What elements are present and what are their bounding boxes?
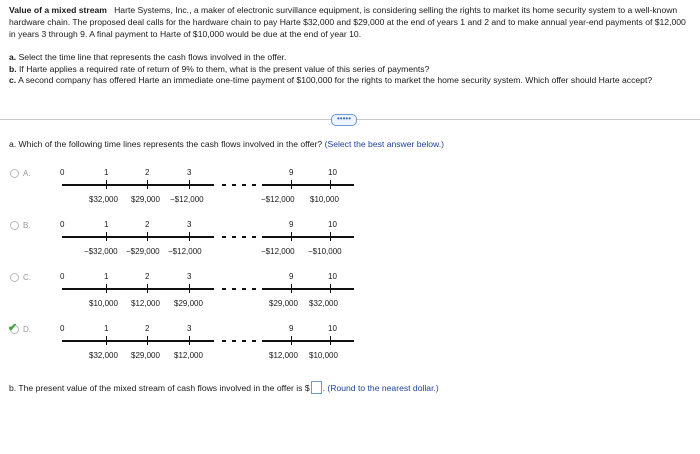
axis-dash: [242, 340, 246, 342]
year-label: 1: [104, 324, 109, 333]
cash-flow-1: $10,000: [89, 299, 118, 308]
cash-flow-1: −$32,000: [84, 247, 118, 256]
tick: [106, 232, 107, 241]
part-b: b. If Harte applies a required rate of return of 9% to them, what is the present value of this series of payments?: [9, 63, 430, 74]
cash-flow-3: −$12,000: [168, 247, 202, 256]
option-label: C.: [23, 273, 31, 282]
part-c: c. A second company has offered Harte an immediate one-time payment of $100,000 for the rights to market the home security system. Which offer should Harte accept?: [9, 75, 653, 85]
year-label: 9: [289, 168, 294, 177]
tick: [291, 284, 292, 293]
tick: [330, 284, 331, 293]
year-label: 1: [104, 168, 109, 177]
tick: [291, 180, 292, 189]
cash-flow-3: $29,000: [174, 299, 203, 308]
timeline-axis: [62, 288, 214, 290]
cash-flow-2: $29,000: [131, 195, 160, 204]
cash-flow-3: $12,000: [174, 351, 203, 360]
cash-flow-10: −$10,000: [308, 247, 342, 256]
axis-dash: [252, 236, 256, 238]
year-label: 3: [187, 272, 192, 281]
year-label: 3: [187, 168, 192, 177]
tick: [189, 284, 190, 293]
axis-dash: [252, 184, 256, 186]
cash-flow-2: −$29,000: [126, 247, 160, 256]
axis-dash: [222, 236, 226, 238]
axis-dash: [242, 236, 246, 238]
radio-option-c[interactable]: [10, 273, 19, 282]
cash-flow-2: $12,000: [131, 299, 160, 308]
year-label: 3: [187, 220, 192, 229]
year-label: 10: [328, 324, 337, 333]
axis-dash: [222, 340, 226, 342]
tick: [147, 180, 148, 189]
timeline-axis: [262, 184, 354, 186]
tick: [189, 232, 190, 241]
timeline-axis: [62, 184, 214, 186]
cash-flow-9: $29,000: [269, 299, 298, 308]
axis-dash: [252, 340, 256, 342]
year-label: 10: [328, 272, 337, 281]
checkmark-icon: ✔: [8, 322, 18, 334]
option-c[interactable]: [10, 270, 690, 320]
answer-prefix: b. The present value of the mixed stream of cash flows involved in the offer is $: [9, 383, 310, 393]
year-label: 2: [145, 168, 150, 177]
tick: [147, 336, 148, 345]
answer-b: [9, 381, 439, 394]
year-label: 10: [328, 168, 337, 177]
year-label: 0: [60, 168, 65, 177]
pv-answer-input[interactable]: [311, 381, 322, 394]
axis-dash: [232, 236, 236, 238]
cash-flow-9: −$12,000: [261, 195, 295, 204]
year-label: 0: [60, 272, 65, 281]
year-label: 2: [145, 324, 150, 333]
year-label: 9: [289, 220, 294, 229]
year-label: 9: [289, 324, 294, 333]
year-label: 10: [328, 220, 337, 229]
year-label: 2: [145, 220, 150, 229]
year-label: 0: [60, 220, 65, 229]
cash-flow-2: $29,000: [131, 351, 160, 360]
timeline-axis: [262, 288, 354, 290]
year-label: 0: [60, 324, 65, 333]
year-label: 3: [187, 324, 192, 333]
axis-dash: [242, 184, 246, 186]
expand-more-button[interactable]: •••••: [331, 114, 357, 126]
radio-option-a[interactable]: [10, 169, 19, 178]
cash-flow-1: $32,000: [89, 351, 118, 360]
axis-dash: [222, 288, 226, 290]
question-a: [9, 139, 444, 149]
timeline-axis: [62, 236, 214, 238]
year-label: 1: [104, 272, 109, 281]
problem-parts: [9, 52, 693, 87]
tick: [189, 336, 190, 345]
axis-dash: [232, 340, 236, 342]
tick: [106, 336, 107, 345]
tick: [147, 284, 148, 293]
radio-option-b[interactable]: [10, 221, 19, 230]
question-hint: (Select the best answer below.): [324, 139, 445, 149]
tick: [330, 180, 331, 189]
option-label: B.: [23, 221, 31, 230]
cash-flow-10: $10,000: [309, 351, 338, 360]
cash-flow-9: −$12,000: [261, 247, 295, 256]
cash-flow-3: −$12,000: [170, 195, 204, 204]
answer-hint: (Round to the nearest dollar.): [327, 383, 439, 393]
option-label: D.: [23, 325, 31, 334]
cash-flow-10: $32,000: [309, 299, 338, 308]
tick: [106, 180, 107, 189]
timeline-axis: [262, 340, 354, 342]
cash-flow-9: $12,000: [269, 351, 298, 360]
timeline-axis: [262, 236, 354, 238]
axis-dash: [252, 288, 256, 290]
option-d[interactable]: [10, 322, 690, 372]
tick: [147, 232, 148, 241]
option-b[interactable]: [10, 218, 690, 268]
part-a: a. Select the time line that represents the cash flows involved in the offer.: [9, 52, 287, 62]
cash-flow-1: $32,000: [89, 195, 118, 204]
timeline-axis: [62, 340, 214, 342]
problem-text: Harte Systems, Inc., a maker of electronic survillance equipment, is considering selling the rights to market its home security system to a well-known hardware chain. The proposed deal calls for the hardware chain to pay Harte $32,000 and $29,000 at the end of years 1 and 2 and to make annual year-end payments of $12,000 in years 3 through 9. A final payment to Harte of $10,000 would be due at the end of year 10.: [9, 5, 686, 39]
axis-dash: [232, 288, 236, 290]
year-label: 9: [289, 272, 294, 281]
answer-suffix: .: [322, 383, 326, 393]
tick: [291, 336, 292, 345]
axis-dash: [222, 184, 226, 186]
year-label: 1: [104, 220, 109, 229]
question-text: a. Which of the following time lines represents the cash flows involved in the offer?: [9, 139, 323, 149]
option-label: A.: [23, 169, 31, 178]
problem-statement: [9, 4, 693, 40]
axis-dash: [232, 184, 236, 186]
tick: [291, 232, 292, 241]
tick: [106, 284, 107, 293]
cash-flow-10: $10,000: [310, 195, 339, 204]
year-label: 2: [145, 272, 150, 281]
tick: [330, 232, 331, 241]
tick: [330, 336, 331, 345]
tick: [189, 180, 190, 189]
axis-dash: [242, 288, 246, 290]
option-a[interactable]: [10, 166, 690, 216]
problem-title: Value of a mixed stream: [9, 5, 107, 15]
